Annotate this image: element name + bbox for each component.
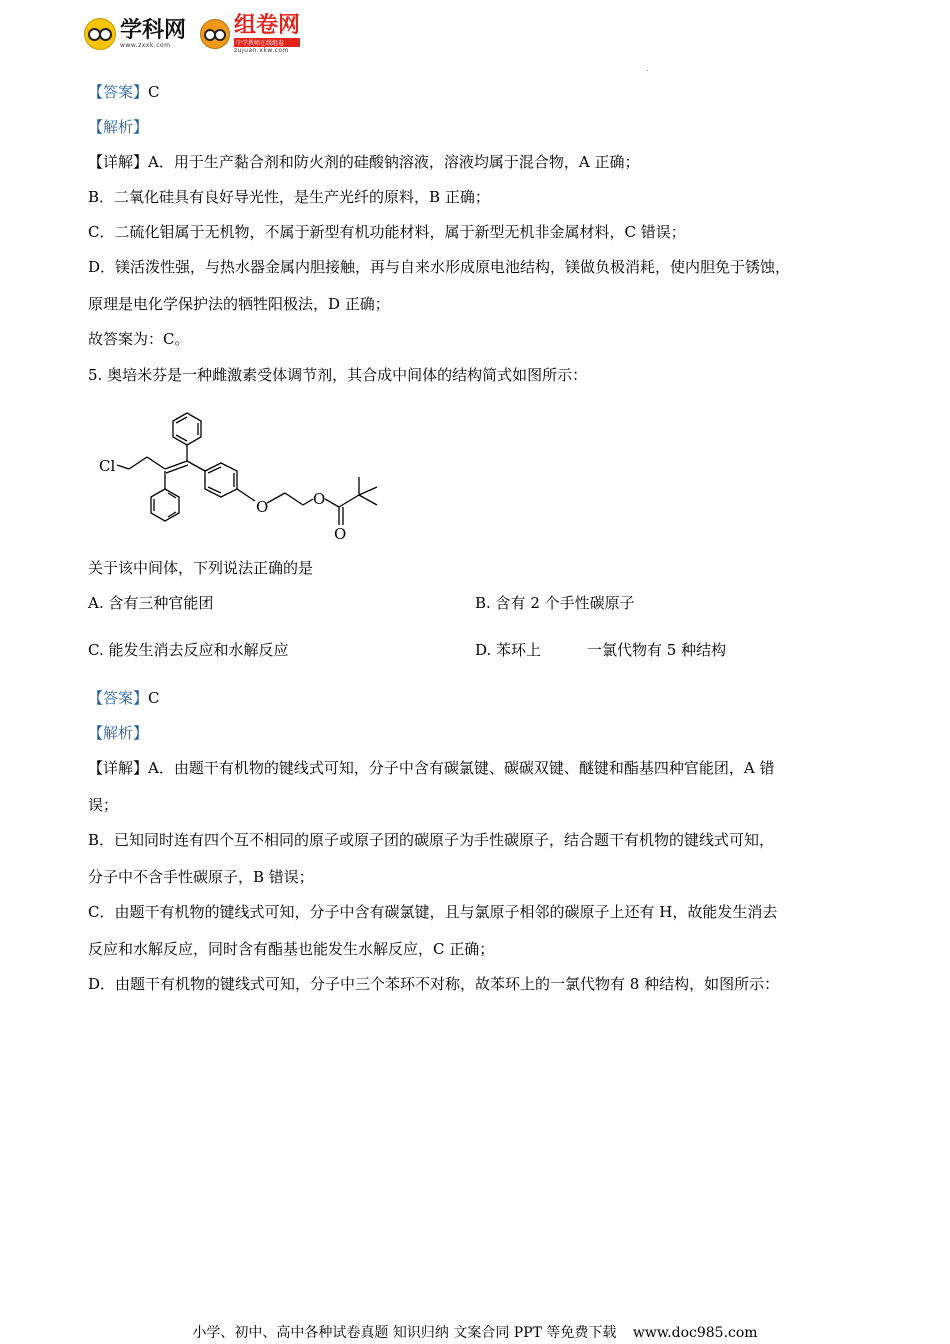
q4-detail-d2: 原理是电化学保护法的牺牲阳极法，D 正确；: [88, 295, 390, 313]
q5-detail-c1: C．由题干有机物的键线式可知，分子中含有碳氯键，且与氯原子相邻的碳原子上还有 H，故能发生消去: [88, 903, 778, 921]
q4-conclusion: 故答案为：C。: [88, 330, 190, 348]
q5-detail-a1: 【详解】A．由题干有机物的键线式可知，分子中含有碳氯键、碳碳双键、醚键和酯基四种官能团，A 错: [88, 759, 775, 777]
label-o-ether: O: [256, 498, 269, 516]
header-logos: [84, 12, 300, 56]
mascot-icon-2: [200, 19, 230, 49]
q4-detail-c: C．二硫化钼属于无机物，不属于新型有机功能材料，属于新型无机非金属材料，C 错误；: [88, 223, 686, 241]
q5-detail-b2: 分子中不含手性碳原子，B 错误；: [88, 868, 314, 886]
q5-analysis-tag: 【解析】: [88, 724, 149, 742]
label-o-carbonyl: O: [334, 525, 347, 543]
zujuanwang-logo[interactable]: [200, 12, 301, 54]
footer: [0, 1323, 950, 1343]
q5-detail-b1: B．已知同时连有四个互不相同的原子或原子团的碳原子为手性碳原子，结合题干有机物的键线式可知，: [88, 831, 775, 849]
q4-answer: 【答案】C: [88, 83, 160, 101]
logo1-text: 学科网: [120, 17, 187, 43]
q5-detail-a2: 误；: [88, 796, 119, 814]
q5-detail-c2: 反应和水解反应，同时含有酯基也能发生水解反应，C 正确；: [88, 940, 495, 958]
page-mark: .: [646, 64, 649, 73]
xuekewang-logo[interactable]: [84, 18, 186, 50]
logo1-sub: www.zxxk.com: [120, 41, 171, 49]
logo2-sub: zujuan.xkw.com: [234, 46, 289, 54]
mascot-icon: [84, 18, 116, 50]
q5-option-d: D. 苯环上 一氯代物有 5 种结构: [475, 641, 727, 659]
label-o-ester: O: [313, 490, 326, 508]
q5-answer: 【答案】C: [88, 689, 160, 707]
q4-detail-b: B．二氧化硅具有良好导光性，是生产光纤的原料，B 正确；: [88, 188, 490, 206]
phenyl-ring-para: [205, 463, 237, 497]
q5-detail-d: D．由题干有机物的键线式可知，分子中三个苯环不对称，故苯环上的一氯代物有 8 种结构，如图所示：: [88, 975, 780, 993]
label-cl: Cl: [99, 457, 116, 475]
q5-option-b: B. 含有 2 个手性碳原子: [475, 594, 635, 612]
logo2-tag: 中学教师在线组卷: [234, 38, 300, 47]
phenyl-ring-bottom: [151, 489, 179, 521]
q5-option-a: A. 含有三种官能团: [88, 594, 214, 612]
q4-detail-a: 【详解】A．用于生产黏合剂和防火剂的硅酸钠溶液，溶液均属于混合物，A 正确；: [88, 153, 640, 171]
q4-detail-d1: D．镁活泼性强，与热水器金属内胆接触，再与自来水形成原电池结构，镁做负极消耗，使内胆免于锈蚀，: [88, 258, 791, 276]
q5-question: 关于该中间体，下列说法正确的是: [88, 559, 314, 577]
q5-stem: 5. 奥培米芬是一种雌激素受体调节剂，其合成中间体的结构简式如图所示：: [88, 366, 588, 384]
q4-analysis-tag: 【解析】: [88, 118, 149, 136]
footer-text: 小学、初中、高中各种试卷真题 知识归纳 文案合同 PPT 等免费下载: [192, 1325, 617, 1341]
chemical-structure: [95, 393, 385, 548]
phenyl-ring-top: [173, 413, 201, 445]
q5-option-c: C. 能发生消去反应和水解反应: [88, 641, 289, 659]
logo2-text: 组卷网: [234, 12, 301, 38]
footer-url[interactable]: www.doc985.com: [632, 1325, 758, 1341]
